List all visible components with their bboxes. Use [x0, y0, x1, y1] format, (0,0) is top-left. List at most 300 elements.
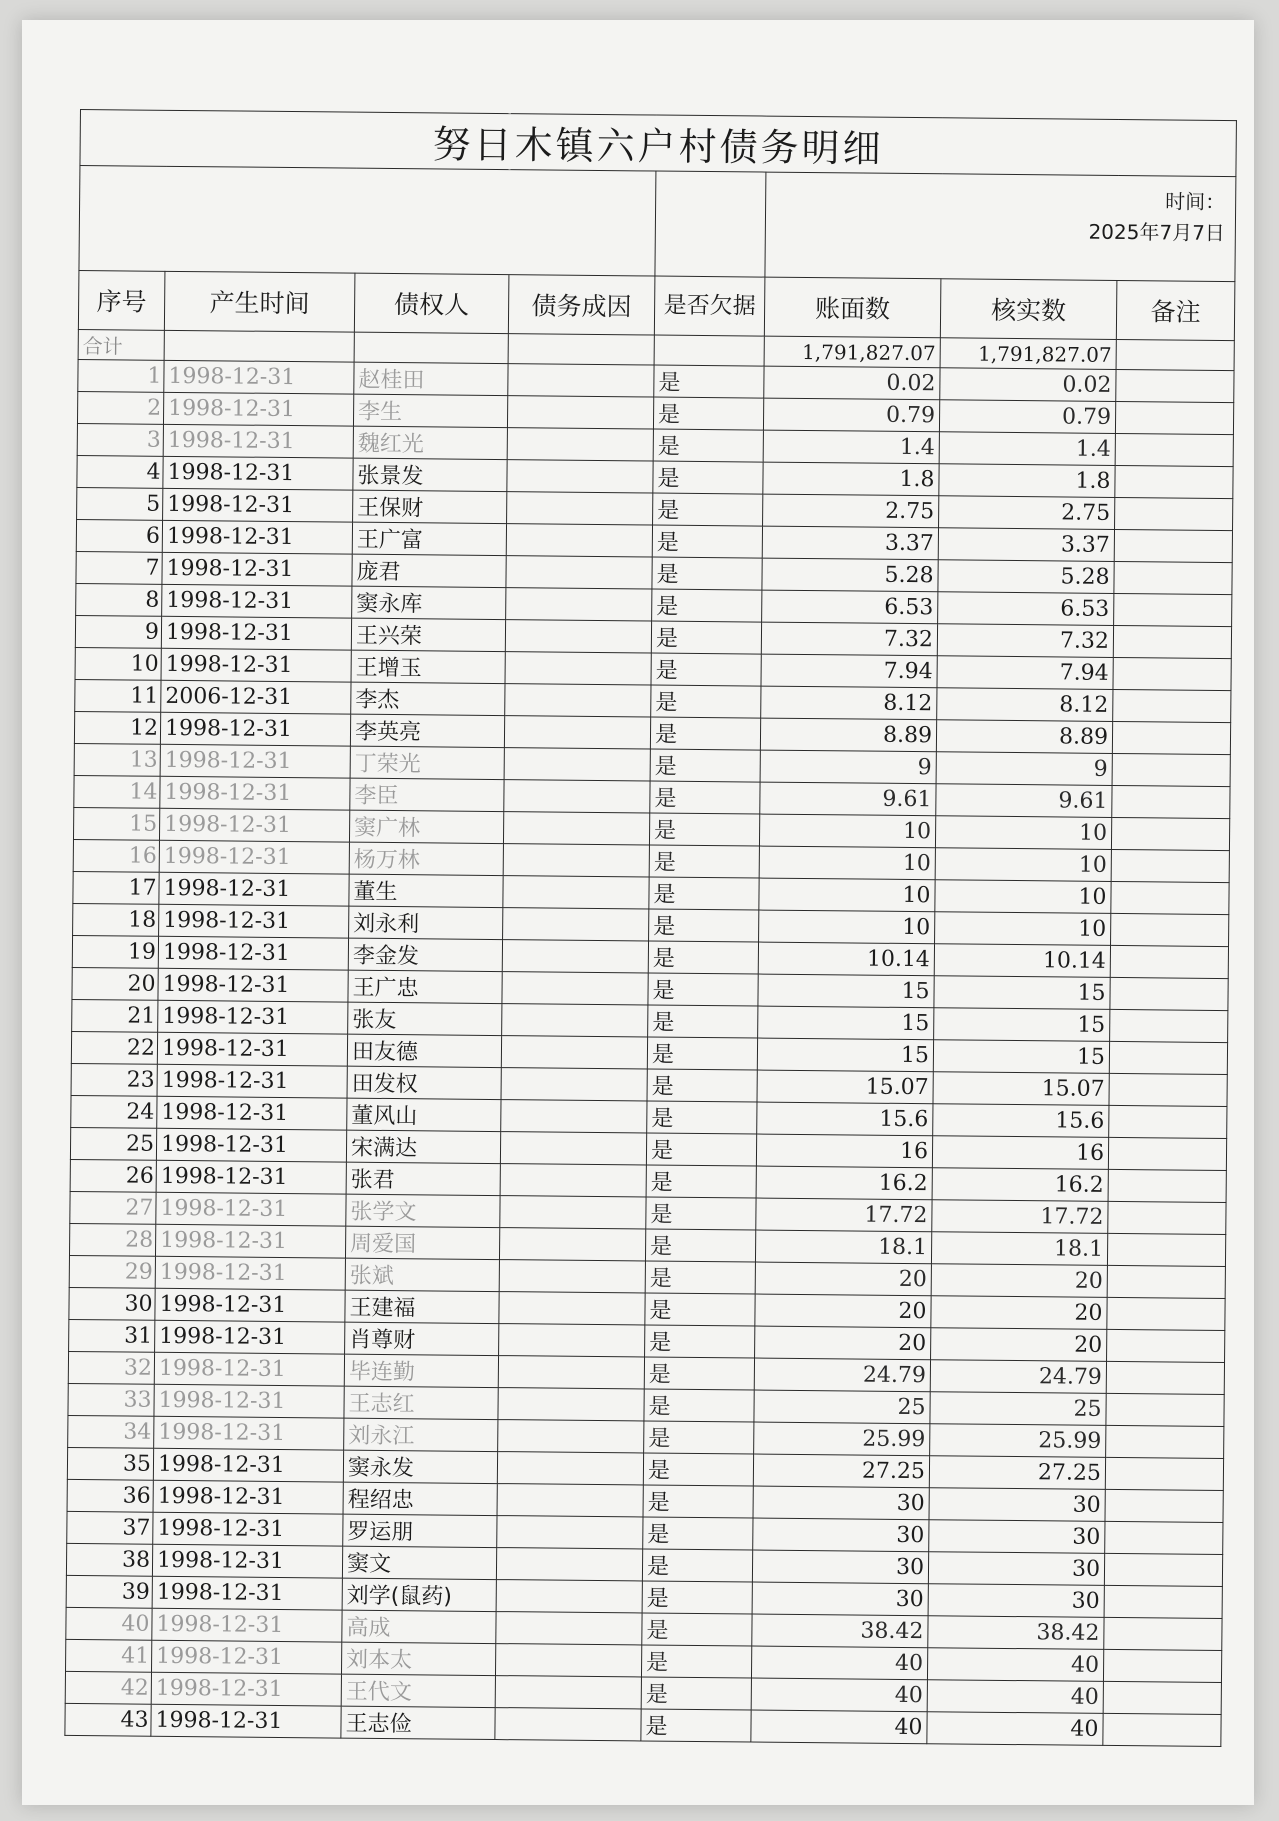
- row-date: 1998-12-31: [152, 1608, 342, 1642]
- row-date: 1998-12-31: [159, 872, 349, 906]
- row-creditor: 王代文: [341, 1674, 495, 1707]
- row-creditor: 王保财: [353, 490, 507, 523]
- row-book-amount: 30: [753, 1518, 929, 1552]
- row-date: 1998-12-31: [162, 520, 352, 554]
- row-cause: [507, 428, 653, 461]
- row-owed: 是: [644, 1421, 754, 1454]
- row-owed: 是: [648, 973, 758, 1006]
- row-book-amount: 0.79: [763, 398, 939, 432]
- row-owed: 是: [648, 941, 758, 974]
- row-cause: [499, 1228, 645, 1261]
- row-date: 1998-12-31: [160, 712, 350, 746]
- row-owed: 是: [641, 1709, 751, 1742]
- row-verified-amount: 18.1: [931, 1232, 1107, 1266]
- row-verified-amount: 40: [927, 1648, 1103, 1682]
- row-verified-amount: 8.12: [937, 688, 1113, 722]
- row-creditor: 李英亮: [350, 714, 504, 747]
- row-owed: 是: [649, 909, 759, 942]
- row-verified-amount: 30: [929, 1488, 1105, 1522]
- header-creditor: 债权人: [354, 273, 509, 333]
- row-remark: [1115, 497, 1233, 530]
- row-remark: [1103, 1649, 1221, 1682]
- row-date: 1998-12-31: [157, 1064, 347, 1098]
- row-number: 38: [66, 1543, 152, 1576]
- row-cause: [499, 1292, 645, 1325]
- row-number: 16: [73, 839, 159, 872]
- row-creditor: 李金发: [348, 938, 502, 971]
- row-cause: [498, 1420, 644, 1453]
- row-book-amount: 20: [755, 1262, 931, 1296]
- row-remark: [1104, 1553, 1222, 1586]
- row-creditor: 张斌: [345, 1258, 499, 1291]
- row-creditor: 肖尊财: [345, 1322, 499, 1355]
- row-remark: [1107, 1297, 1225, 1330]
- row-verified-amount: 25: [930, 1392, 1106, 1426]
- row-book-amount: 20: [755, 1294, 931, 1328]
- row-verified-amount: 40: [927, 1680, 1103, 1714]
- header-date: 产生时间: [164, 271, 355, 332]
- row-owed: 是: [644, 1389, 754, 1422]
- row-creditor: 罗运朋: [343, 1514, 497, 1547]
- row-owed: 是: [643, 1517, 753, 1550]
- row-book-amount: 2.75: [763, 494, 939, 528]
- row-owed: 是: [653, 493, 763, 526]
- row-cause: [505, 620, 651, 653]
- row-cause: [496, 1612, 642, 1645]
- row-verified-amount: 7.94: [937, 656, 1113, 690]
- row-date: 1998-12-31: [153, 1480, 343, 1514]
- row-number: 31: [69, 1319, 155, 1352]
- row-book-amount: 15: [758, 1006, 934, 1040]
- row-owed: 是: [653, 397, 763, 430]
- row-owed: 是: [645, 1293, 755, 1326]
- debt-table: [64, 109, 1237, 1747]
- debt-document: [64, 109, 1236, 1747]
- row-creditor: 赵桂田: [354, 362, 508, 395]
- row-cause: [508, 364, 654, 397]
- row-creditor: 田发权: [347, 1066, 501, 1099]
- row-verified-amount: 6.53: [938, 592, 1114, 626]
- row-book-amount: 8.12: [761, 686, 937, 720]
- row-creditor: 刘永江: [344, 1418, 498, 1451]
- row-remark: [1115, 465, 1233, 498]
- header-book: 账面数: [764, 277, 941, 338]
- row-cause: [507, 492, 653, 525]
- row-date: 1998-12-31: [155, 1320, 345, 1354]
- total-empty-owed: [654, 335, 764, 366]
- row-owed: 是: [642, 1549, 752, 1582]
- row-date: 1998-12-31: [151, 1640, 341, 1674]
- row-remark: [1111, 913, 1229, 946]
- row-remark: [1116, 369, 1234, 402]
- row-owed: 是: [642, 1581, 752, 1614]
- row-date: 1998-12-31: [159, 904, 349, 938]
- row-cause: [507, 460, 653, 493]
- row-number: 10: [75, 647, 161, 680]
- row-book-amount: 30: [752, 1550, 928, 1584]
- row-verified-amount: 0.02: [940, 368, 1116, 402]
- row-number: 23: [71, 1063, 157, 1096]
- row-book-amount: 18.1: [755, 1230, 931, 1264]
- row-cause: [506, 524, 652, 557]
- row-cause: [502, 940, 648, 973]
- row-book-amount: 0.02: [764, 366, 940, 400]
- row-cause: [500, 1196, 646, 1229]
- row-number: 25: [70, 1127, 156, 1160]
- row-number: 17: [73, 871, 159, 904]
- row-cause: [504, 780, 650, 813]
- row-owed: 是: [647, 1101, 757, 1134]
- row-owed: 是: [645, 1261, 755, 1294]
- row-book-amount: 5.28: [762, 558, 938, 592]
- total-empty-cause: [508, 334, 654, 365]
- row-book-amount: 6.53: [762, 590, 938, 624]
- row-date: 1998-12-31: [155, 1224, 345, 1258]
- row-date: 1998-12-31: [160, 744, 350, 778]
- row-verified-amount: 10.14: [934, 944, 1110, 978]
- row-date: 1998-12-31: [158, 968, 348, 1002]
- row-verified-amount: 27.25: [929, 1456, 1105, 1490]
- row-book-amount: 10.14: [758, 942, 934, 976]
- row-verified-amount: 16: [932, 1136, 1108, 1170]
- row-date: 1998-12-31: [163, 424, 353, 458]
- row-date: 1998-12-31: [163, 488, 353, 522]
- row-verified-amount: 2.75: [939, 496, 1115, 530]
- time-label: 时间：: [1165, 189, 1226, 214]
- row-creditor: 刘永利: [349, 906, 503, 939]
- row-date: 1998-12-31: [158, 1000, 348, 1034]
- row-number: 24: [71, 1095, 157, 1128]
- paper-sheet: [22, 20, 1254, 1805]
- row-creditor: 王广忠: [348, 970, 502, 1003]
- row-date: 1998-12-31: [157, 1096, 347, 1130]
- row-date: 1998-12-31: [155, 1256, 345, 1290]
- row-cause: [500, 1164, 646, 1197]
- row-verified-amount: 25.99: [930, 1424, 1106, 1458]
- row-creditor: 王广富: [352, 522, 506, 555]
- row-cause: [503, 844, 649, 877]
- total-label: 合计: [78, 329, 164, 360]
- row-remark: [1108, 1169, 1226, 1202]
- row-number: 8: [76, 583, 162, 616]
- row-creditor: 王志红: [344, 1386, 498, 1419]
- row-book-amount: 8.89: [760, 718, 936, 752]
- row-creditor: 王增玉: [351, 650, 505, 683]
- row-remark: [1111, 881, 1229, 914]
- row-cause: [505, 652, 651, 685]
- row-date: 1998-12-31: [158, 936, 348, 970]
- row-creditor: 李生: [353, 394, 507, 427]
- row-remark: [1109, 1073, 1227, 1106]
- row-cause: [496, 1548, 642, 1581]
- total-empty-date: [164, 330, 354, 362]
- row-owed: 是: [654, 365, 764, 398]
- row-owed: 是: [646, 1133, 756, 1166]
- row-book-amount: 38.42: [752, 1614, 928, 1648]
- row-number: 36: [67, 1479, 153, 1512]
- row-creditor: 毕连勤: [344, 1354, 498, 1387]
- row-remark: [1105, 1489, 1223, 1522]
- row-creditor: 李杰: [351, 682, 505, 715]
- blank-header-cell-2: [655, 171, 766, 277]
- row-number: 12: [74, 711, 160, 744]
- row-cause: [501, 1036, 647, 1069]
- row-creditor: 程绍忠: [343, 1482, 497, 1515]
- row-number: 41: [66, 1639, 152, 1672]
- row-verified-amount: 24.79: [930, 1360, 1106, 1394]
- row-owed: 是: [649, 813, 759, 846]
- row-cause: [504, 748, 650, 781]
- row-owed: 是: [651, 685, 761, 718]
- row-creditor: 张景发: [353, 458, 507, 491]
- row-book-amount: 7.94: [761, 654, 937, 688]
- row-cause: [497, 1484, 643, 1517]
- row-date: 1998-12-31: [153, 1448, 343, 1482]
- row-cause: [503, 908, 649, 941]
- row-cause: [502, 972, 648, 1005]
- row-owed: 是: [643, 1485, 753, 1518]
- row-verified-amount: 3.37: [938, 528, 1114, 562]
- row-book-amount: 40: [751, 1646, 927, 1680]
- row-book-amount: 10: [759, 846, 935, 880]
- total-verified: 1,791,827.07: [940, 338, 1116, 370]
- row-creditor: 李臣: [350, 778, 504, 811]
- row-number: 28: [69, 1223, 155, 1256]
- row-number: 14: [74, 775, 160, 808]
- row-owed: 是: [641, 1677, 751, 1710]
- row-owed: 是: [652, 525, 762, 558]
- row-verified-amount: 20: [931, 1264, 1107, 1298]
- total-book: 1,791,827.07: [764, 336, 940, 368]
- row-date: 1998-12-31: [163, 456, 353, 490]
- row-verified-amount: 15.6: [933, 1104, 1109, 1138]
- row-owed: 是: [650, 717, 760, 750]
- row-cause: [499, 1324, 645, 1357]
- row-creditor: 王志俭: [341, 1706, 495, 1739]
- page-title: 努日木镇六户村债务明细: [80, 110, 1236, 177]
- row-owed: 是: [651, 653, 761, 686]
- row-owed: 是: [647, 1037, 757, 1070]
- row-cause: [507, 396, 653, 429]
- row-owed: 是: [646, 1165, 756, 1198]
- row-cause: [497, 1516, 643, 1549]
- row-remark: [1115, 401, 1233, 434]
- row-verified-amount: 10: [935, 912, 1111, 946]
- row-creditor: 董生: [349, 874, 503, 907]
- row-verified-amount: 10: [935, 880, 1111, 914]
- row-remark: [1110, 945, 1228, 978]
- row-number: 29: [69, 1255, 155, 1288]
- row-book-amount: 24.79: [754, 1358, 930, 1392]
- row-book-amount: 9.61: [760, 782, 936, 816]
- row-book-amount: 30: [752, 1582, 928, 1616]
- row-date: 1998-12-31: [156, 1192, 346, 1226]
- row-book-amount: 3.37: [762, 526, 938, 560]
- row-creditor: 庞君: [352, 554, 506, 587]
- row-number: 27: [70, 1191, 156, 1224]
- row-creditor: 窦永库: [352, 586, 506, 619]
- row-verified-amount: 17.72: [932, 1200, 1108, 1234]
- row-verified-amount: 38.42: [928, 1616, 1104, 1650]
- row-creditor: 刘本太: [341, 1642, 495, 1675]
- row-owed: 是: [653, 461, 763, 494]
- row-date: 1998-12-31: [155, 1288, 345, 1322]
- row-number: 13: [74, 743, 160, 776]
- row-number: 37: [67, 1511, 153, 1544]
- total-empty-creditor: [354, 332, 508, 363]
- row-owed: 是: [644, 1357, 754, 1390]
- row-cause: [501, 1100, 647, 1133]
- row-remark: [1106, 1393, 1224, 1426]
- row-remark: [1104, 1617, 1222, 1650]
- row-date: 1998-12-31: [159, 840, 349, 874]
- row-number: 9: [75, 615, 161, 648]
- row-book-amount: 15: [757, 1038, 933, 1072]
- row-number: 7: [76, 551, 162, 584]
- row-creditor: 窦广林: [349, 810, 503, 843]
- row-owed: 是: [643, 1453, 753, 1486]
- row-number: 6: [76, 519, 162, 552]
- row-creditor: 杨万林: [349, 842, 503, 875]
- row-remark: [1111, 849, 1229, 882]
- row-verified-amount: 1.8: [939, 464, 1115, 498]
- row-date: 1998-12-31: [154, 1384, 344, 1418]
- header-owed: 是否欠据: [654, 276, 765, 336]
- row-remark: [1113, 657, 1231, 690]
- row-creditor: 魏红光: [353, 426, 507, 459]
- row-verified-amount: 16.2: [932, 1168, 1108, 1202]
- row-number: 26: [70, 1159, 156, 1192]
- row-creditor: 周爱国: [345, 1226, 499, 1259]
- row-number: 19: [72, 935, 158, 968]
- row-remark: [1112, 753, 1230, 786]
- row-cause: [495, 1676, 641, 1709]
- total-remark: [1116, 339, 1234, 370]
- row-number: 35: [67, 1447, 153, 1480]
- row-book-amount: 40: [751, 1678, 927, 1712]
- row-book-amount: 27.25: [753, 1454, 929, 1488]
- row-remark: [1113, 625, 1231, 658]
- row-remark: [1110, 1009, 1228, 1042]
- row-number: 33: [68, 1383, 154, 1416]
- row-owed: 是: [649, 877, 759, 910]
- row-date: 1998-12-31: [154, 1416, 344, 1450]
- row-number: 1: [78, 359, 164, 392]
- row-date: 1998-12-31: [159, 808, 349, 842]
- row-number: 15: [73, 807, 159, 840]
- header-cause: 债务成因: [508, 275, 655, 335]
- row-date: 1998-12-31: [164, 360, 354, 394]
- row-book-amount: 15: [758, 974, 934, 1008]
- row-book-amount: 15.6: [757, 1102, 933, 1136]
- row-number: 21: [72, 999, 158, 1032]
- row-owed: 是: [645, 1325, 755, 1358]
- row-cause: [498, 1356, 644, 1389]
- row-date: 1998-12-31: [162, 584, 352, 618]
- row-number: 4: [77, 455, 163, 488]
- row-date: 1998-12-31: [152, 1576, 342, 1610]
- row-creditor: 刘学(鼠药): [342, 1578, 496, 1611]
- row-verified-amount: 8.89: [936, 720, 1112, 754]
- row-remark: [1115, 433, 1233, 466]
- row-remark: [1105, 1457, 1223, 1490]
- row-date: 1998-12-31: [161, 616, 351, 650]
- row-remark: [1109, 1105, 1227, 1138]
- row-number: 22: [71, 1031, 157, 1064]
- row-book-amount: 1.8: [763, 462, 939, 496]
- row-cause: [504, 716, 650, 749]
- row-book-amount: 9: [760, 750, 936, 784]
- row-remark: [1106, 1425, 1224, 1458]
- row-number: 18: [73, 903, 159, 936]
- row-remark: [1107, 1233, 1225, 1266]
- row-number: 2: [77, 391, 163, 424]
- row-number: 32: [68, 1351, 154, 1384]
- row-owed: 是: [648, 1005, 758, 1038]
- row-remark: [1113, 689, 1231, 722]
- row-creditor: 丁荣光: [350, 746, 504, 779]
- header-verified: 核实数: [940, 279, 1117, 340]
- row-book-amount: 15.07: [757, 1070, 933, 1104]
- row-number: 39: [66, 1575, 152, 1608]
- table-header-row: [78, 270, 1235, 340]
- row-book-amount: 25: [754, 1390, 930, 1424]
- row-cause: [497, 1452, 643, 1485]
- row-date: 1998-12-31: [160, 776, 350, 810]
- row-creditor: 张学文: [346, 1194, 500, 1227]
- header-no: 序号: [78, 270, 165, 330]
- row-date: 1998-12-31: [151, 1672, 341, 1706]
- row-book-amount: 10: [759, 878, 935, 912]
- row-owed: 是: [649, 845, 759, 878]
- row-number: 3: [77, 423, 163, 456]
- row-remark: [1109, 1041, 1227, 1074]
- row-remark: [1112, 785, 1230, 818]
- row-creditor: 田友德: [347, 1034, 501, 1067]
- row-book-amount: 30: [753, 1486, 929, 1520]
- row-owed: 是: [641, 1645, 751, 1678]
- row-creditor: 董风山: [347, 1098, 501, 1131]
- row-remark: [1103, 1713, 1221, 1746]
- row-verified-amount: 1.4: [939, 432, 1115, 466]
- row-remark: [1111, 817, 1229, 850]
- row-cause: [498, 1388, 644, 1421]
- row-verified-amount: 9.61: [936, 784, 1112, 818]
- row-remark: [1107, 1329, 1225, 1362]
- row-remark: [1106, 1361, 1224, 1394]
- row-book-amount: 7.32: [761, 622, 937, 656]
- row-date: 1998-12-31: [152, 1544, 342, 1578]
- row-verified-amount: 5.28: [938, 560, 1114, 594]
- row-creditor: 宋满达: [346, 1130, 500, 1163]
- row-owed: 是: [650, 781, 760, 814]
- row-verified-amount: 15: [934, 1008, 1110, 1042]
- row-remark: [1107, 1265, 1225, 1298]
- row-date: 1998-12-31: [162, 552, 352, 586]
- row-date: 1998-12-31: [153, 1512, 343, 1546]
- row-creditor: 王兴荣: [351, 618, 505, 651]
- row-verified-amount: 30: [928, 1584, 1104, 1618]
- row-remark: [1114, 561, 1232, 594]
- row-creditor: 窦文: [342, 1546, 496, 1579]
- row-cause: [496, 1580, 642, 1613]
- row-book-amount: 1.4: [763, 430, 939, 464]
- row-cause: [506, 588, 652, 621]
- row-owed: 是: [651, 621, 761, 654]
- row-date: 2006-12-31: [161, 680, 351, 714]
- row-remark: [1114, 529, 1232, 562]
- row-cause: [500, 1132, 646, 1165]
